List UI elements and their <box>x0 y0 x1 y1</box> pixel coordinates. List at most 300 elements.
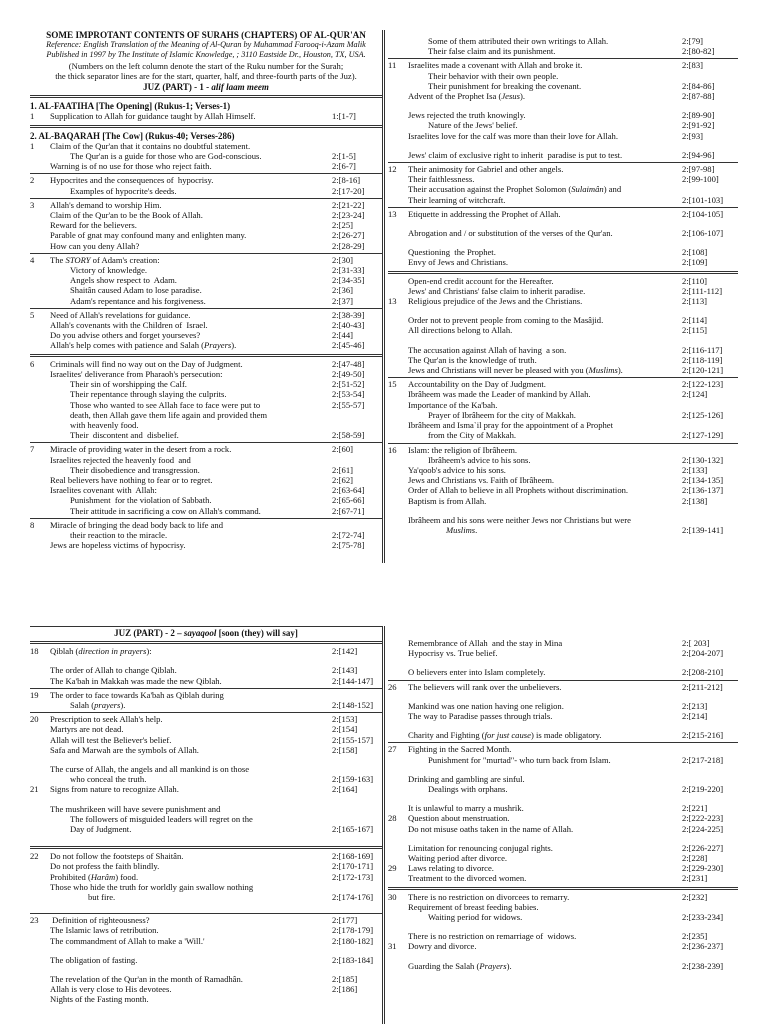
ruku-number <box>30 774 50 784</box>
entry-text: Safa and Marwah are the symbols of Allah. <box>50 744 199 755</box>
verse-reference: 2:[238-239] <box>682 960 724 971</box>
entry-text: Punishment for "murtad"- who turn back from Islam. <box>428 754 611 765</box>
verse-reference: 2:[25] <box>332 220 354 231</box>
entry-text: Claim of the Qur'an to be the Book of Allah. <box>50 210 203 221</box>
ruku-number <box>30 430 50 440</box>
entry-row <box>30 530 382 540</box>
verse-reference: 2:[125-126] <box>682 409 724 420</box>
verse-reference: 2:[23-24] <box>332 210 365 221</box>
verse-reference <box>682 902 738 912</box>
entry-text: Their animosity for Gabriel and other angels. <box>408 164 564 175</box>
verse-reference: 2:[214] <box>682 711 708 722</box>
verse-reference: 2:[108] <box>682 247 708 258</box>
document-title: SOME IMPROTANT CONTENTS OF SURAHS (CHAPTERS) OF AL-QUR'AN <box>46 30 366 40</box>
entry-row <box>30 955 382 965</box>
ruku-number <box>388 638 408 648</box>
entry-text: All directions belong to Allah. <box>408 325 513 336</box>
entry-row <box>30 784 382 794</box>
entry-row <box>30 774 382 784</box>
verse-reference: 2:[204-207] <box>682 648 724 659</box>
entry-row <box>388 257 738 267</box>
entry-text: but fire. <box>88 892 116 903</box>
ruku-number <box>30 379 50 389</box>
ruku-number: 26 <box>388 681 397 692</box>
entry-text: who conceal the truth. <box>70 774 147 785</box>
ruku-number: 1 <box>30 111 35 122</box>
ruku-number <box>388 131 408 141</box>
entry-text: The mushrikeen will have severe punishment and <box>50 803 221 814</box>
ruku-number: 5 <box>30 309 35 320</box>
spacer <box>388 336 738 345</box>
entry-row <box>30 925 382 935</box>
verse-reference: 2:[94-96] <box>682 149 715 160</box>
entry-row <box>30 359 382 369</box>
column-juz2-right <box>388 638 738 971</box>
entry-text: Israelites rejected the heavenly food and <box>50 454 191 465</box>
ruku-number <box>388 36 408 46</box>
entry-row <box>388 445 738 455</box>
ruku-number <box>30 210 50 220</box>
entry-row <box>30 389 382 399</box>
verse-reference: 2:[91-92] <box>682 120 715 131</box>
ruku-number: 18 <box>30 646 39 657</box>
entry-row <box>388 515 738 525</box>
entry-row <box>30 369 382 379</box>
verse-reference: 2:[37] <box>332 295 354 306</box>
entry-row <box>388 730 738 740</box>
ruku-number <box>30 735 50 745</box>
spacer <box>388 101 738 110</box>
verse-reference: 2:[208-210] <box>682 667 724 678</box>
verse-reference: 2:[87-88] <box>682 91 715 102</box>
verse-reference: 2:[104-105] <box>682 208 724 219</box>
verse-reference <box>332 690 382 700</box>
verse-reference: 2:[63-64] <box>332 485 365 496</box>
ruku-number <box>388 784 408 794</box>
verse-reference: 2:[55-57] <box>332 399 365 410</box>
separator-thin <box>388 680 738 681</box>
entry-text: Ibrâheem and Isma`il pray for the appointment of a Prophet <box>408 420 613 431</box>
verse-reference: 2:[72-74] <box>332 529 365 540</box>
entry-text: Remembrance of Allah and the stay in Mina <box>408 638 563 648</box>
entry-text: Waiting period after divorce. <box>408 853 508 864</box>
verse-reference <box>682 515 738 525</box>
spacer <box>30 656 382 665</box>
verse-reference: 2:[124] <box>682 389 708 400</box>
entry-row <box>30 475 382 485</box>
entry-text: Their punishment for breaking the covenant. <box>428 80 582 91</box>
ruku-number: 23 <box>30 915 39 926</box>
verse-reference: 2:[122-123] <box>682 379 724 390</box>
ruku-number <box>30 892 50 902</box>
entry-text: The curse of Allah, the angels and all mankind is on those <box>50 764 250 775</box>
ruku-number <box>388 730 408 740</box>
spacer <box>388 306 738 315</box>
entry-text: Their discontent and disbelief. <box>70 430 179 441</box>
verse-reference: 2:[93] <box>682 130 704 141</box>
verse-reference: 2:[183-184] <box>332 954 374 965</box>
entry-text: Allah's help comes with patience and Salah (Prayers). <box>50 340 237 351</box>
ruku-number <box>388 400 408 410</box>
ruku-number <box>30 285 50 295</box>
document-header <box>30 30 382 92</box>
ruku-number <box>30 506 50 516</box>
entry-text: Ibrâheem's advice to his sons. <box>428 454 531 465</box>
separator-double <box>388 271 738 274</box>
entry-row <box>30 340 382 350</box>
ruku-number <box>30 814 50 824</box>
entry-text: Mankind was one nation having one religion. <box>408 700 564 711</box>
entry-row <box>388 325 738 335</box>
entry-text: Do not misuse oaths taken in the name of Allah. <box>408 823 574 834</box>
entry-text: Jews are hopeless victims of hypocrisy. <box>50 540 186 551</box>
entry-row <box>388 824 738 834</box>
ruku-number <box>30 241 50 251</box>
separator-thin <box>30 442 382 443</box>
ruku-number <box>30 745 50 755</box>
verse-reference: 2:[58-59] <box>332 430 365 441</box>
entry-text: Laws relating to divorce. <box>408 863 494 874</box>
entry-row <box>30 824 382 834</box>
verse-reference: 2:[1-5] <box>332 151 356 162</box>
separator-thin <box>388 162 738 163</box>
verse-reference: 2:[36] <box>332 285 354 296</box>
verse-reference: 2:[99-100] <box>682 174 719 185</box>
entry-text: Qiblah (direction in prayers): <box>50 646 152 657</box>
entry-row <box>388 774 738 784</box>
entry-row <box>30 745 382 755</box>
entry-text: Nature of the Jews' belief. <box>428 120 518 131</box>
reference-line: Reference: English Translation of the Meaning of Al-Quran by Muhammad Farooq-i-Azam Malik <box>46 40 366 50</box>
column-divider-bottom <box>382 626 385 1024</box>
verse-reference: 2:[136-137] <box>682 485 724 496</box>
ruku-number <box>30 369 50 379</box>
verse-reference: 2:[221] <box>682 803 708 814</box>
separator-thin <box>388 207 738 208</box>
ruku-number <box>388 701 408 711</box>
entry-text: Advent of the Prophet Isa (Jesus). <box>408 91 525 102</box>
ruku-number <box>388 276 408 286</box>
verse-reference: 2:[148-152] <box>332 700 374 711</box>
entry-text: Reward for the believers. <box>50 220 137 231</box>
entry-text: The followers of misguided leaders will regret on the <box>70 813 253 824</box>
entry-text: Prayer of Ibrâheem for the city of Makkah. <box>428 409 576 420</box>
ruku-number <box>388 150 408 160</box>
ruku-number <box>388 843 408 853</box>
entry-text: Prescription to seek Allah's help. <box>50 714 163 725</box>
entry-row <box>30 151 382 161</box>
ruku-number <box>30 455 50 465</box>
entry-row <box>388 892 738 902</box>
verse-reference <box>682 744 738 754</box>
verse-reference: 2:[130-132] <box>682 454 724 465</box>
entry-row <box>388 853 738 863</box>
verse-reference: 2:[153] <box>332 714 358 725</box>
ruku-number: 30 <box>388 891 397 902</box>
ruku-number <box>30 330 50 340</box>
entry-row <box>30 994 382 1004</box>
entry-text: Religious prejudice of the Jews and the Christians. <box>408 296 583 307</box>
verse-reference <box>332 814 382 824</box>
ruku-number <box>30 230 50 240</box>
entry-row <box>388 873 738 883</box>
entry-text: Their behavior with their own people. <box>428 70 559 81</box>
verse-reference: 2:[186] <box>332 984 358 995</box>
ruku-number <box>388 228 408 238</box>
verse-reference: 2:[172-173] <box>332 871 374 882</box>
entry-text: Jews and Christians vs. Faith of Ibrâheem. <box>408 475 555 486</box>
entry-row <box>30 676 382 686</box>
verse-reference: 2:[174-176] <box>332 892 374 903</box>
entry-row <box>388 902 738 912</box>
entry-text: Punishment for the violation of Sabbath. <box>70 495 212 506</box>
note-line-2: the thick separator lines are for the start, quarter, half, and three-fourth parts of the Juz). <box>55 70 357 81</box>
entry-row <box>388 400 738 410</box>
entry-row <box>30 465 382 475</box>
ruku-number <box>30 925 50 935</box>
ruku-number <box>388 853 408 863</box>
verse-reference: 2:[116-117] <box>682 344 723 355</box>
entry-row <box>388 120 738 130</box>
entry-row <box>30 485 382 495</box>
entry-row <box>388 150 738 160</box>
entry-row <box>30 400 382 431</box>
entry-row <box>30 974 382 984</box>
ruku-number <box>30 220 50 230</box>
column-divider-top <box>382 30 385 563</box>
separator-thin <box>30 198 382 199</box>
entry-text: Requirement of breast feeding babies. <box>408 901 539 912</box>
separator-thin <box>30 913 382 914</box>
verse-reference: 2:[30] <box>332 254 354 265</box>
verse-reference: 2:[222-223] <box>682 813 724 824</box>
ruku-number <box>388 824 408 834</box>
entry-text: Allah's covenants with the Children of Israel. <box>50 320 208 331</box>
ruku-number: 28 <box>388 813 397 824</box>
entry-text: The order to face towards Ka'bah as Qiblah during <box>50 689 224 700</box>
spacer <box>388 506 738 515</box>
verse-reference <box>682 445 738 455</box>
entry-row <box>388 961 738 971</box>
verse-reference: 2:[233-234] <box>682 912 724 923</box>
entry-text: Charity and Fighting (for just cause) is made obligatory. <box>408 730 602 741</box>
entry-row <box>388 475 738 485</box>
ruku-number <box>388 774 408 784</box>
entry-row <box>388 863 738 873</box>
ruku-number <box>388 120 408 130</box>
verse-reference: 2:[185] <box>332 974 358 985</box>
ruku-number <box>30 700 50 710</box>
entry-row <box>30 646 382 656</box>
spacer <box>30 965 382 974</box>
ruku-number <box>388 961 408 971</box>
entry-row <box>388 648 738 658</box>
ruku-number <box>388 475 408 485</box>
entry-row <box>388 164 738 174</box>
verse-reference: 2:[235] <box>682 931 708 942</box>
entry-row <box>388 209 738 219</box>
ruku-number: 16 <box>388 444 397 455</box>
entry-text: Shaitân caused Adam to lose paradise. <box>70 285 202 296</box>
entry-row <box>388 813 738 823</box>
entry-text: Questioning the Prophet. <box>408 247 496 258</box>
entry-text: Do not follow the footsteps of Shaitân. <box>50 851 184 862</box>
entry-text: Real believers have nothing to fear or to regret. <box>50 474 213 485</box>
ruku-number <box>388 465 408 475</box>
verse-reference: 2:[45-46] <box>332 340 365 351</box>
entry-row <box>30 882 382 892</box>
column-juz1-right <box>388 36 738 535</box>
separator-double <box>30 95 382 98</box>
ruku-number: 7 <box>30 444 35 455</box>
separator-thin <box>30 308 382 309</box>
ruku-number <box>30 475 50 485</box>
entry-text: Those who wanted to see Allah face to face were put to death, then Allah gave them life again and provided them with heavenly food. <box>70 399 268 430</box>
verse-reference: 2:[75-78] <box>332 540 365 551</box>
ruku-number <box>30 872 50 882</box>
ruku-number <box>30 974 50 984</box>
entry-row <box>388 430 738 440</box>
separator-thin <box>388 377 738 378</box>
entry-text: Adam's repentance and his forgiveness. <box>70 295 206 306</box>
verse-reference <box>332 520 382 530</box>
separator-thin <box>30 712 382 713</box>
entry-row <box>30 330 382 340</box>
verse-reference: 2:[236-237] <box>682 941 724 952</box>
entry-text: How can you deny Allah? <box>50 240 140 251</box>
entry-text: The way to Paradise passes through trials. <box>408 711 553 722</box>
verse-reference: 2:[177] <box>332 915 358 926</box>
entry-text: Islam: the religion of Ibrâheem. <box>408 444 518 455</box>
ruku-number <box>388 667 408 677</box>
verse-reference: 2:[144-147] <box>332 675 374 686</box>
verse-reference: 2:[6-7] <box>332 161 356 172</box>
entry-text: Their disobedience and transgression. <box>70 464 200 475</box>
entry-row <box>388 315 738 325</box>
entry-text: Their repentance through slaying the culprits. <box>70 389 227 400</box>
entry-row <box>388 71 738 81</box>
entry-text: Allah is very close to His devotees. <box>50 984 172 995</box>
entry-row <box>30 296 382 306</box>
ruku-number <box>388 247 408 257</box>
entry-text: Israelites love for the calf was more than their love for Allah. <box>408 130 618 141</box>
entry-row <box>388 195 738 205</box>
verse-reference: 2:[21-22] <box>332 199 365 210</box>
entry-text: Jews' and Christians' false claim to inherit paradise. <box>408 285 586 296</box>
publication-line: Published in 1997 by The Institute of Islamic Knowledge, ; 3110 Eastside Dr., Houston, TX, USA. <box>46 50 366 60</box>
entry-row <box>388 355 738 365</box>
verse-reference <box>682 184 738 194</box>
verse-reference: 2:[40-43] <box>332 320 365 331</box>
entry-text: Hypocrites and the consequences of hypocrisy. <box>50 175 214 186</box>
entries-col-d <box>388 638 738 971</box>
separator-thin <box>30 253 382 254</box>
verse-reference: 2:[213] <box>682 700 708 711</box>
entry-text: Ya'qoob's advice to his sons. <box>408 464 506 475</box>
verse-reference: 2:[219-220] <box>682 784 724 795</box>
entry-text: Some of them attributed their own writings to Allah. <box>428 36 609 46</box>
verse-reference <box>332 882 382 892</box>
spacer <box>388 141 738 150</box>
entry-row <box>30 210 382 220</box>
entry-row <box>388 843 738 853</box>
entry-row <box>388 110 738 120</box>
ruku-number <box>388 711 408 721</box>
verse-reference: 2:[44] <box>332 330 354 341</box>
entry-row <box>388 496 738 506</box>
separator-thin <box>388 58 738 59</box>
separator-thin <box>30 626 382 627</box>
entry-text: Open-end credit account for the Hereafter. <box>408 275 554 286</box>
entry-text: Their learning of witchcraft. <box>408 194 506 205</box>
ruku-number <box>388 286 408 296</box>
entry-text: Warning is of no use for those who reject faith. <box>50 161 212 172</box>
ruku-number <box>30 540 50 550</box>
entry-row <box>30 984 382 994</box>
entry-row <box>30 255 382 265</box>
verse-reference: 2:[83] <box>682 60 704 71</box>
verse-reference: 2:[111-112] <box>682 285 723 296</box>
spacer <box>388 765 738 774</box>
verse-reference: 2:[133] <box>682 464 708 475</box>
entry-row <box>388 345 738 355</box>
entry-row <box>388 701 738 711</box>
entry-text: Examples of hypocrite's deeds. <box>70 185 177 196</box>
entry-row <box>388 941 738 951</box>
verse-reference: 2:[178-179] <box>332 925 374 936</box>
verse-reference: 2:[113] <box>682 296 707 307</box>
entry-text: Need of Allah's revelations for guidance. <box>50 309 191 320</box>
entry-text: Those who hide the truth for worldly gain swallow nothing <box>50 881 254 892</box>
entry-text: There is no restriction on remarriage of widows. <box>408 931 577 942</box>
separator-thin <box>30 688 382 689</box>
entry-text: Parable of gnat may confound many and enlighten many. <box>50 230 247 241</box>
verse-reference: 2:[231] <box>682 873 708 884</box>
entry-text: Waiting period for widows. <box>428 912 523 923</box>
verse-reference: 2:[211-212] <box>682 681 723 692</box>
ruku-number: 19 <box>30 689 39 700</box>
ruku-number <box>30 151 50 161</box>
verse-reference: 2:[109] <box>682 257 708 268</box>
ruku-number: 3 <box>30 199 35 210</box>
verse-reference: 2:[134-135] <box>682 475 724 486</box>
verse-reference <box>332 764 382 774</box>
entry-row <box>388 410 738 420</box>
verse-reference: 2:[97-98] <box>682 164 715 175</box>
ruku-number <box>30 764 50 774</box>
entry-text: The Qur'an is the knowledge of truth. <box>408 354 537 365</box>
verse-reference <box>332 994 382 1004</box>
ruku-number <box>30 320 50 330</box>
verse-reference: 2:[65-66] <box>332 495 365 506</box>
entry-row <box>30 275 382 285</box>
verse-reference: 2:[79] <box>682 36 704 46</box>
verse-reference: 2:[ 203] <box>682 638 710 648</box>
spacer <box>30 755 382 764</box>
verse-reference: 2:[51-52] <box>332 379 365 390</box>
ruku-number: 29 <box>388 863 397 874</box>
column-juz2-left <box>30 626 382 1005</box>
entry-row <box>30 310 382 320</box>
entry-text: Guarding the Salah (Prayers). <box>408 960 512 971</box>
ruku-number <box>30 676 50 686</box>
ruku-number <box>30 161 50 171</box>
entry-row <box>30 241 382 251</box>
ruku-number <box>30 882 50 892</box>
verse-reference: 2:[158] <box>332 744 358 755</box>
verse-reference: 2:[159-163] <box>332 774 374 785</box>
ruku-number <box>30 485 50 495</box>
